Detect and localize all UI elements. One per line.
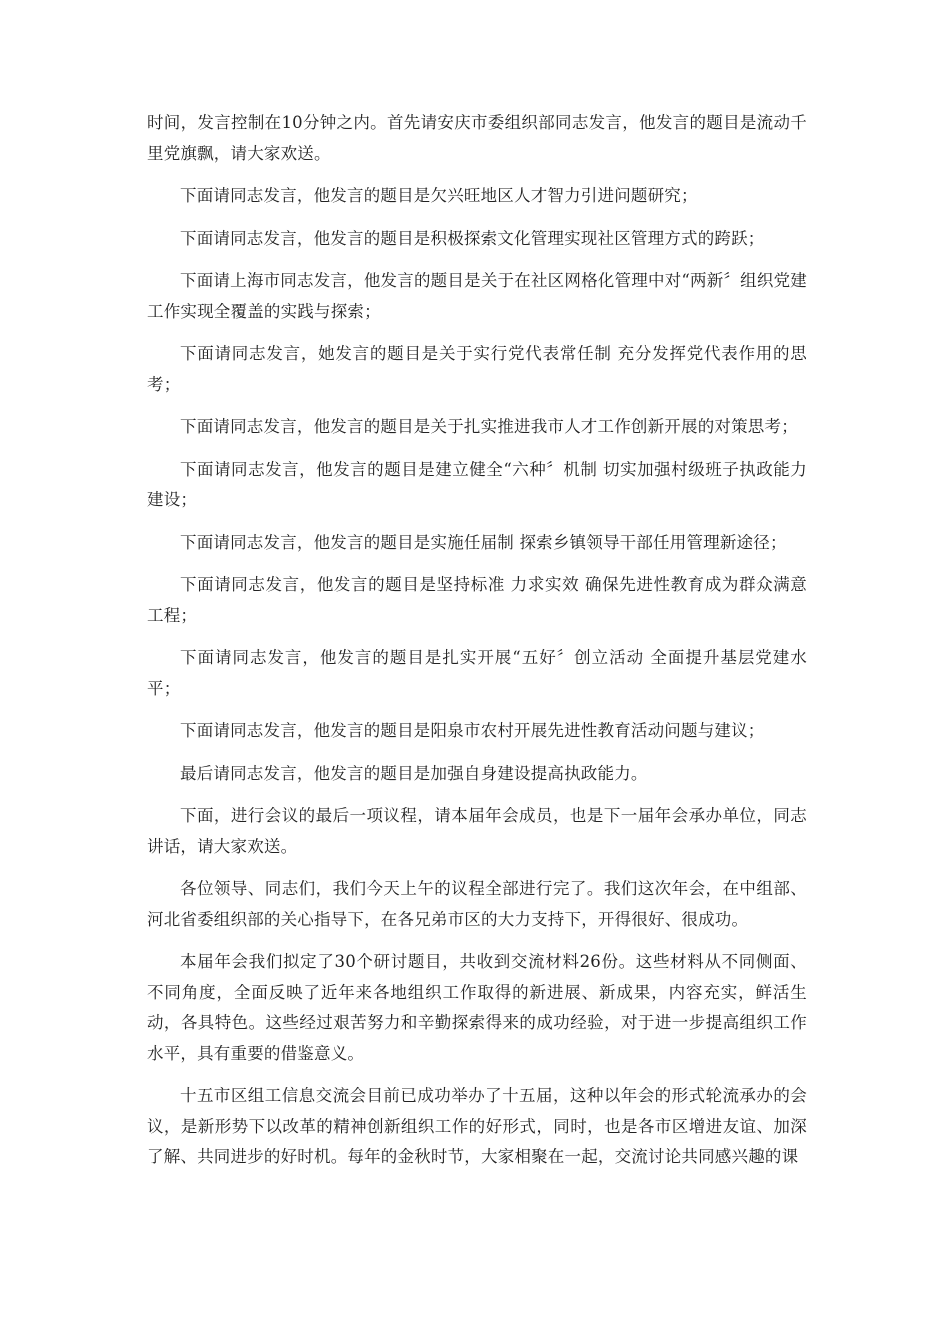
- paragraph-14: 各位领导、同志们，我们今天上午的议程全部进行完了。我们这次年会，在中组部、河北省委组织部的关心指导下，在各兄弟市区的大力支持下，开得很好、很成功。: [147, 879, 807, 929]
- paragraph-1: 时间，发言控制在10分钟之内。首先请安庆市委组织部同志发言，他发言的题目是流动千里党旗飘，请大家欢送。: [147, 113, 807, 163]
- paragraph-13: 下面，进行会议的最后一项议程，请本届年会成员，也是下一届年会承办单位，同志讲话，请大家欢送。: [147, 806, 807, 856]
- paragraph-12: 最后请同志发言，他发言的题目是加强自身建设提高执政能力。: [180, 763, 648, 783]
- paragraph-5: 下面请同志发言，她发言的题目是关于实行党代表常任制 充分发挥党代表作用的思考；: [147, 344, 807, 394]
- paragraph-2: 下面请同志发言，他发言的题目是欠兴旺地区人才智力引进问题研究；: [180, 186, 698, 205]
- paragraph-8: 下面请同志发言，他发言的题目是实施任届制 探索乡镇领导干部任用管理新途径；: [180, 532, 787, 552]
- paragraph-3: 下面请同志发言，他发言的题目是积极探索文化管理实现社区管理方式的跨跃；: [180, 228, 765, 248]
- paragraph-16: 十五市区组工信息交流会目前已成功举办了十五届，这种以年会的形式轮流承办的会议，是新形势下以改革的精神创新组织工作的好形式，同时，也是各市区增进友谊、加深了解、共同进步的好时机。每年的金秋时节，大家相聚在一起，交流讨论共同感兴趣的课: [147, 1086, 807, 1166]
- paragraph-10: 下面请同志发言，他发言的题目是扎实开展“五好〞创立活动 全面提升基层党建水平；: [147, 648, 807, 698]
- paragraph-15: 本届年会我们拟定了30个研讨题目，共收到交流材料26份。这些材料从不同侧面、不同角度，全面反映了近年来各地组织工作取得的新进展、新成果，内容充实，鲜活生动，各具特色。这些经过艰苦努力和辛勤探索得来的成功经验，对于进一步提高组织工作水平，具有重要的借鉴意义。: [147, 952, 807, 1063]
- paragraph-6: 下面请同志发言，他发言的题目是关于扎实推进我市人才工作创新开展的对策思考；: [180, 417, 798, 436]
- document-body: [147, 108, 807, 1185]
- paragraph-11: 下面请同志发言，他发言的题目是阳泉市农村开展先进性教育活动问题与建议；: [180, 721, 765, 740]
- paragraph-4: 下面请上海市同志发言，他发言的题目是关于在社区网格化管理中对“两新〞组织党建工作实现全覆盖的实践与探索；: [147, 271, 807, 321]
- paragraph-9: 下面请同志发言，他发言的题目是坚持标准 力求实效 确保先进性教育成为群众满意工程；: [147, 575, 807, 625]
- paragraph-7: 下面请同志发言，他发言的题目是建立健全“六种〞机制 切实加强村级班子执政能力建设；: [147, 459, 807, 509]
